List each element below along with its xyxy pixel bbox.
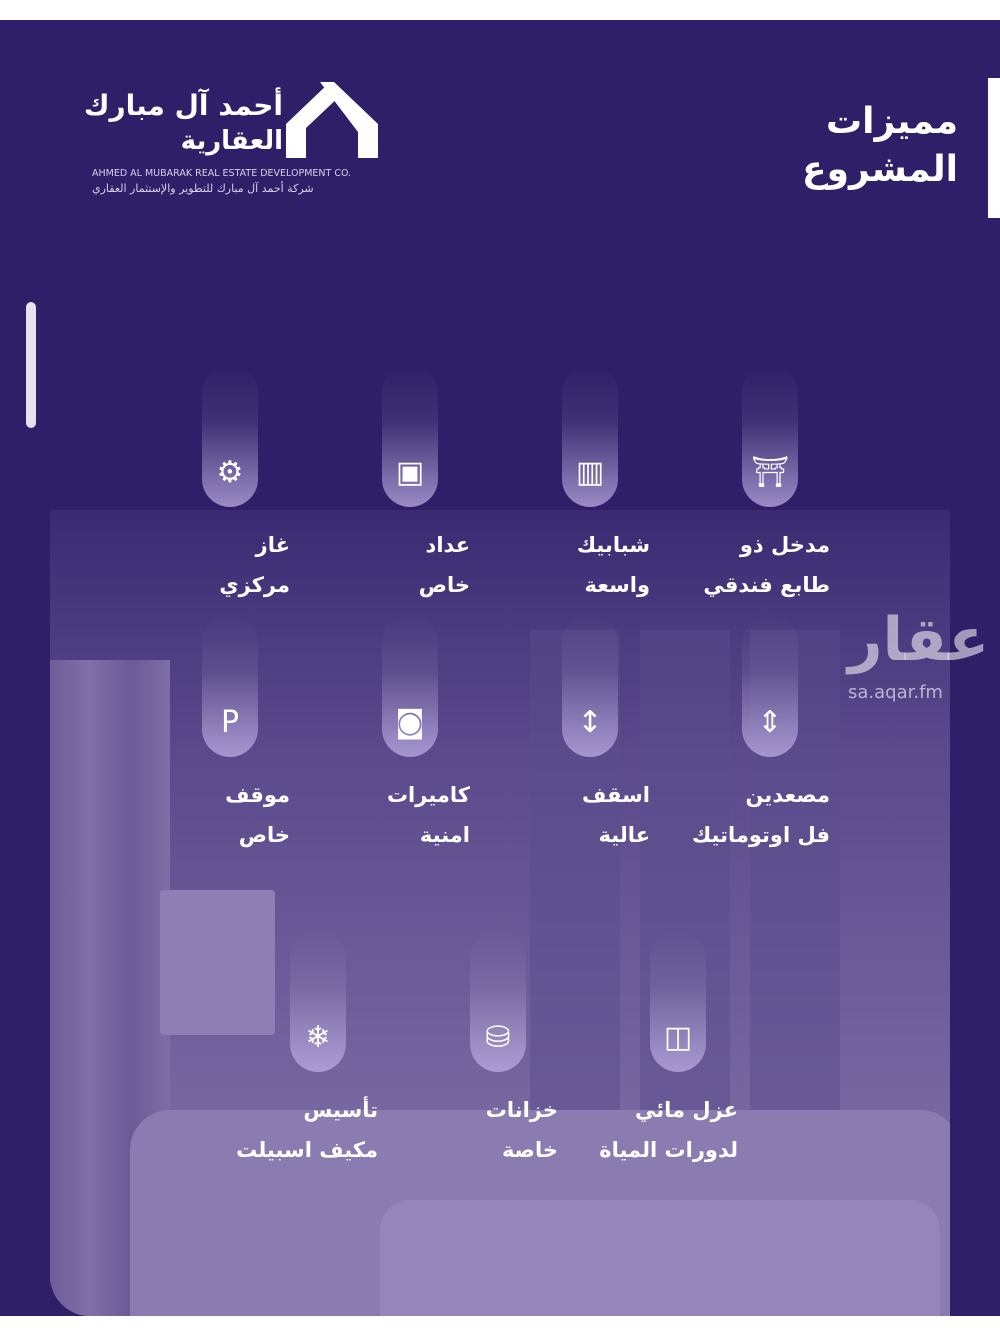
feature-label [486,1090,558,1170]
feature-label [577,525,650,605]
high-ceiling-icon: ↕ [577,705,603,740]
feature-label [225,775,290,855]
camera-icon: ◙ [395,705,425,740]
feature-label [703,525,830,605]
title-line2: المشروع [802,149,958,190]
feature-label-line1: مصعدين [745,783,830,807]
feature-label-line1: مدخل ذو [739,533,830,557]
parking-icon: P [220,705,240,740]
feature-label-line2: عالية [598,823,650,847]
feature-label [582,775,650,855]
feature-label-line2: مركزي [219,573,290,597]
feature-label-line2: مكيف اسبيلت [236,1138,378,1162]
feature-pill [202,615,258,757]
feature-label-line2: خاص [238,823,290,847]
feature-label-line2: فل اوتوماتيك [691,823,830,847]
title-line1: مميزات [825,101,958,142]
feature-label [219,525,290,605]
features-poster [0,20,1000,1316]
logo-arabic-name: أحمد آل مبارك [83,89,283,122]
feature-label [387,775,470,855]
living-room-background [50,510,950,1316]
page-title [802,98,958,194]
feature-label-line1: تأسيس [303,1098,378,1122]
window-icon: ▥ [575,455,605,490]
sofa-seat [380,1200,940,1316]
watermark-url: sa.aqar.fm [848,682,943,703]
insulation-icon: ◫ [663,1020,693,1055]
feature-label-line1: عداد [425,533,470,557]
feature-pill [650,930,706,1072]
feature-label-line2: طابع فندقي [703,573,830,597]
snowflake-icon: ❄ [305,1020,331,1055]
logo-english: AHMED AL MUBARAK REAL ESTATE DEVELOPMENT CO. [92,168,352,179]
feature-label [236,1090,378,1170]
feature-pill [562,615,618,757]
feature-label-line2: خاصة [501,1138,558,1162]
feature-label-line1: خزانات [485,1098,558,1122]
feature-pill [470,930,526,1072]
feature-label-line1: موقف [225,783,290,807]
feature-label-line1: عزل مائي [635,1098,738,1122]
feature-label-line2: واسعة [584,573,650,597]
title-accent-bar [988,78,1000,218]
gate-icon: ⛩ [750,455,790,490]
feature-pill [742,615,798,757]
feature-label-line2: لدورات المياة [599,1138,738,1162]
feature-pill [562,365,618,507]
meter-icon: ▣ [395,455,425,490]
water-tank-icon: ⛁ [485,1020,511,1055]
feature-label [692,775,830,855]
feature-label-line1: اسقف [582,783,650,807]
feature-label [599,1090,738,1170]
feature-pill [742,365,798,507]
lamp [160,890,275,1035]
feature-label-line2: خاص [418,573,470,597]
feature-pill [382,365,438,507]
feature-label-line1: غاز [255,533,290,557]
watermark-brand: عقار [848,605,990,675]
feature-pill [290,930,346,1072]
scrollbar[interactable] [26,302,36,428]
feature-label-line2: امنية [419,823,470,847]
logo-roof-icon [286,82,378,158]
feature-label-line1: كاميرات [386,783,470,807]
logo-arabic-company: شركة أحمد آل مبارك للتطوير والإستثمار العقاري [92,182,314,195]
feature-label [419,525,470,605]
feature-pill [382,615,438,757]
feature-pill [202,365,258,507]
gas-pipe-icon: ⚙ [216,455,244,490]
elevator-icon: ⇕ [757,705,783,740]
feature-label-line1: شبابيك [576,533,650,557]
logo-arabic-sub: العقارية [180,126,283,156]
